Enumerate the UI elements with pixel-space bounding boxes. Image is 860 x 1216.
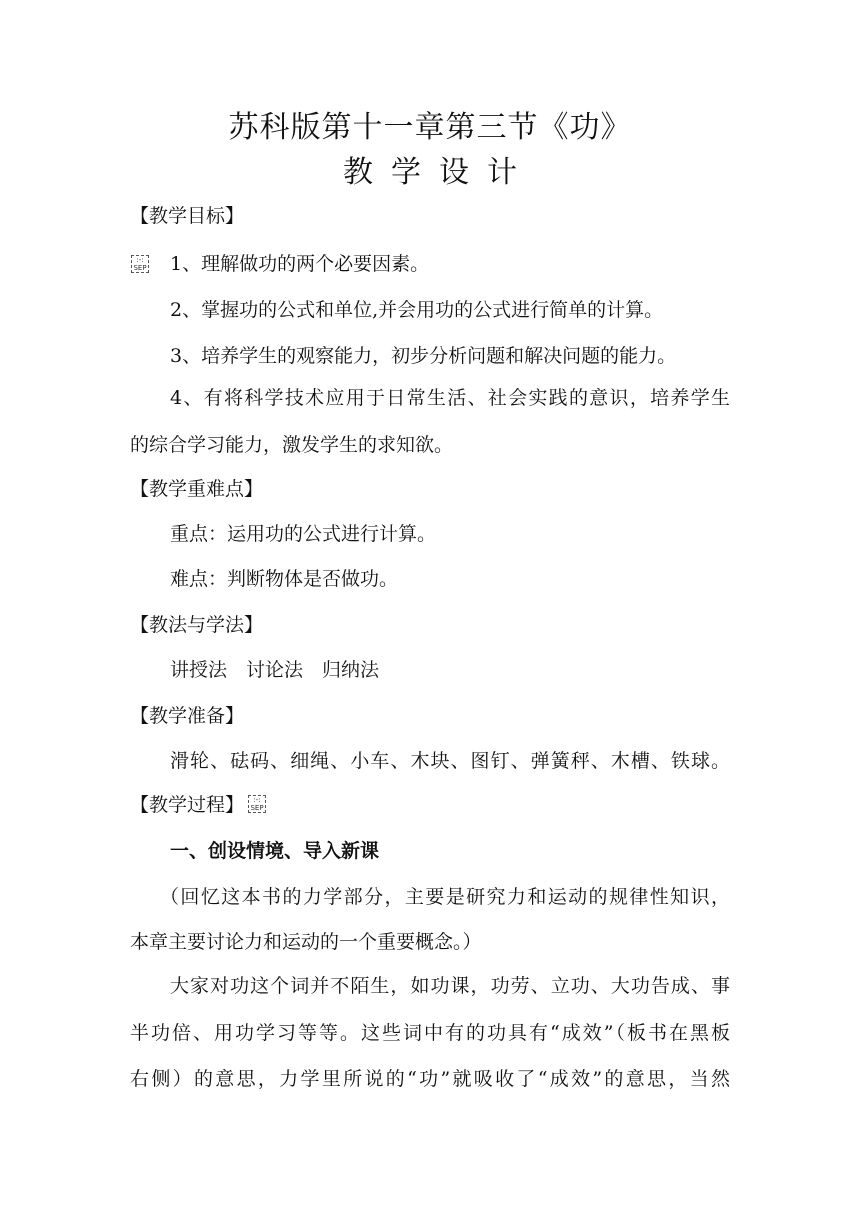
keypoint-focus: 重点：运用功的公式进行计算。 [170, 523, 437, 545]
sep-mark-icon: :-: SEP [131, 255, 149, 273]
objective-item-1: 1、理解做功的两个必要因素。 [170, 253, 430, 275]
methods-heading: 【教法与学法】 [130, 614, 264, 636]
process-para2-line1: 大家对功这个词并不陌生，如功课，功劳、立功、大功告成、事 [170, 975, 730, 997]
document-subtitle: 教学设计 [343, 155, 535, 190]
objective-item-4: 4、有将科学技术应用于日常生活、社会实践的意识，培养学生 [170, 387, 730, 409]
preparation-heading: 【教学准备】 [130, 705, 245, 727]
process-para1-line1: （回忆这本书的力学部分，主要是研究力和运动的规律性知识， [160, 886, 730, 908]
sep-mark-icon: :-: SEP [248, 795, 266, 813]
process-subheading: 一、创设情境、导入新课 [170, 840, 380, 862]
process-para1-line2: 本章主要讨论力和运动的一个重要概念。） [130, 931, 482, 953]
objective-item-2: 2、掌握功的公式和单位,并会用功的公式进行简单的计算。 [170, 299, 664, 321]
keypoint-difficulty: 难点：判断物体是否做功。 [170, 568, 399, 590]
sep-mark-label: SEP [133, 264, 147, 272]
preparation-text: 滑轮、砝码、细绳、小车、木块、图钉、弹簧秤、木槽、铁球。 [170, 750, 730, 772]
process-heading-text: 【教学过程】 [130, 794, 245, 816]
process-para2-line2: 半功倍、用功学习等等。这些词中有的功具有“成效”（板书在黑板 [130, 1022, 730, 1044]
methods-text: 讲授法 讨论法 归纳法 [170, 659, 380, 681]
objective-item-4-continued: 的综合学习能力，激发学生的求知欲。 [130, 434, 454, 456]
process-para2-line3: 右侧）的意思，力学里所说的“功”就吸收了“成效”的意思，当然 [130, 1068, 730, 1090]
document-title: 苏科版第十一章第三节《功》 [228, 110, 632, 145]
process-heading [130, 792, 730, 818]
sep-mark-label: SEP [250, 804, 264, 812]
keypoints-heading: 【教学重难点】 [130, 478, 264, 500]
objective-item-3: 3、培养学生的观察能力，初步分析问题和解决问题的能力。 [170, 345, 677, 367]
objectives-heading: 【教学目标】 [130, 205, 245, 227]
